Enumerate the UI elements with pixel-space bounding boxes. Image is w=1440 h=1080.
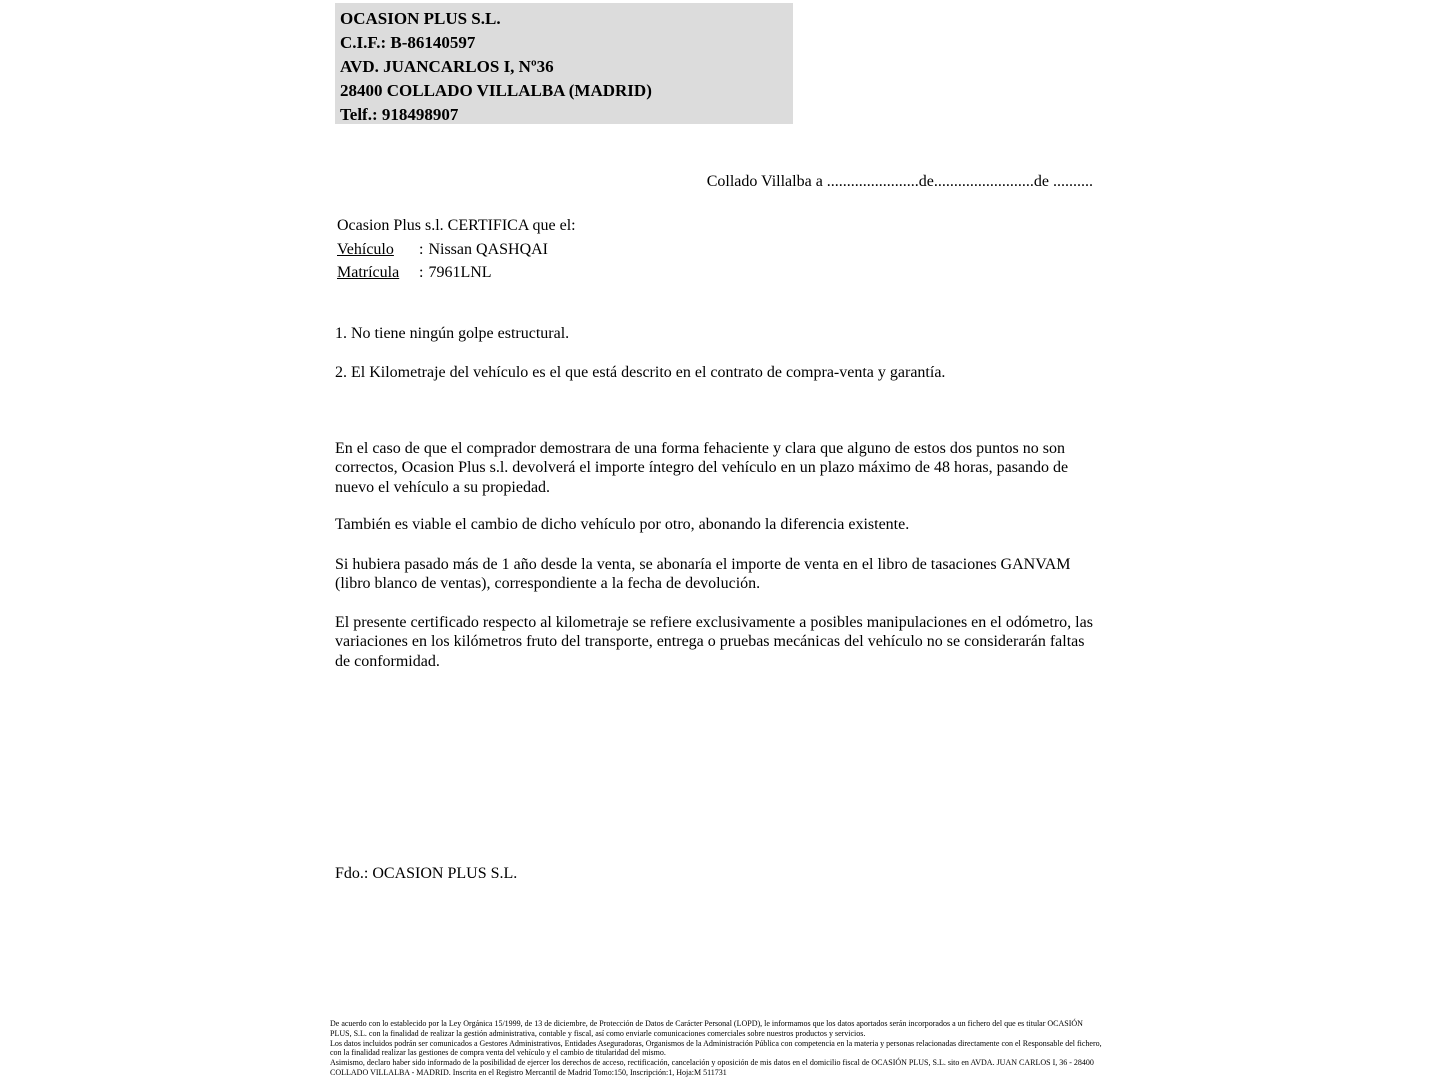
ganvam-clause-paragraph: Si hubiera pasado más de 1 año desde la venta, se abonaría el importe de venta en el libro de tasaciones GANVAM (libro blanco de ventas), correspondiente a la fecha de devolución. — [335, 556, 1071, 593]
odometer-clause-paragraph: El presente certificado respecto al kilometraje se refiere exclusivamente a posibles manipulaciones en el odómetro, las variaciones en los kilómetros fruto del transporte, entrega o pruebas mecánicas del vehículo no se considerarán faltas de conformidad. — [335, 614, 1093, 670]
company-address: AVD. JUANCARLOS I, Nº36 — [340, 57, 554, 76]
plate-value: 7961LNL — [428, 264, 492, 282]
rights-registry-paragraph: Asimismo, declaro haber sido informado de la posibilidad de ejercer los derechos de acceso, rectificación, cancelación y oposición de mis datos en el domicilio fiscal de OCASIÓN PLUS, S.L. sito en AVDA. JUAN CARLOS I, 36 - 28400 COLLADO VILLALBA - MADRID. Inscrita en el Registro Mercantil de Madrid Tomo:150, Inscripción:1, Hoja:M 511731 — [330, 1058, 1094, 1077]
vehicle-value: Nissan QASHQAI — [428, 240, 549, 258]
exchange-clause-paragraph: También es viable el cambio de dicho vehículo por otro, abonando la diferencia existente. — [335, 516, 910, 533]
certification-block — [337, 214, 576, 285]
plate-label: Matrícula — [337, 264, 400, 282]
company-name: OCASION PLUS S.L. — [340, 9, 501, 28]
certification-intro: Ocasion Plus s.l. CERTIFICA que el: — [337, 217, 576, 234]
vehicle-separator: : — [419, 240, 424, 258]
company-header-box — [335, 3, 793, 124]
plate-separator: : — [419, 264, 424, 282]
signature-line: Fdo.: OCASION PLUS S.L. — [335, 865, 518, 882]
certified-point-2: 2. El Kilometraje del vehículo es el que está descrito en el contrato de compra-venta y garantía. — [335, 364, 946, 381]
company-cif: C.I.F.: B-86140597 — [340, 33, 476, 52]
lopd-paragraph: De acuerdo con lo establecido por la Ley Orgánica 15/1999, de 13 de diciembre, de Protección de Datos de Carácter Personal (LOPD), le informamos que los datos aportados serán incorporados a un fichero del que es titular OCASIÓN PLUS, S.L. con la finalidad de realizar la gestión administrativa, contable y fiscal, así como enviarle comunicaciones comerciales sobre nuestros productos y servicios. — [330, 1019, 1083, 1038]
data-sharing-paragraph: Los datos incluidos podrán ser comunicados a Gestores Administrativos, Entidades Aseguradoras, Organismos de la Administración Pública con competencia en la materia y personas relacionadas directamente con el Responsable del fichero, con la finalidad realizar las gestiones de compra venta del vehículo y el cambio de titularidad del mismo. — [330, 1038, 1102, 1058]
vehicle-label: Vehículo — [337, 240, 394, 258]
plate-field — [337, 261, 576, 285]
legal-footer — [330, 1019, 1102, 1078]
company-city: 28400 COLLADO VILLALBA (MADRID) — [340, 81, 652, 100]
company-phone: Telf.: 918498907 — [340, 105, 459, 124]
refund-clause-paragraph: En el caso de que el comprador demostrara de una forma fehaciente y clara que alguno de estos dos puntos no son correctos, Ocasion Plus s.l. devolverá el importe íntegro del vehículo en un plazo máximo de 48 horas, pasando de nuevo el vehículo a su propiedad. — [335, 440, 1069, 496]
certified-point-1: 1. No tiene ningún golpe estructural. — [335, 325, 570, 342]
vehicle-field — [337, 238, 576, 262]
date-fill-in-line: Collado Villalba a .......................de.........................de .......... — [706, 173, 1093, 190]
